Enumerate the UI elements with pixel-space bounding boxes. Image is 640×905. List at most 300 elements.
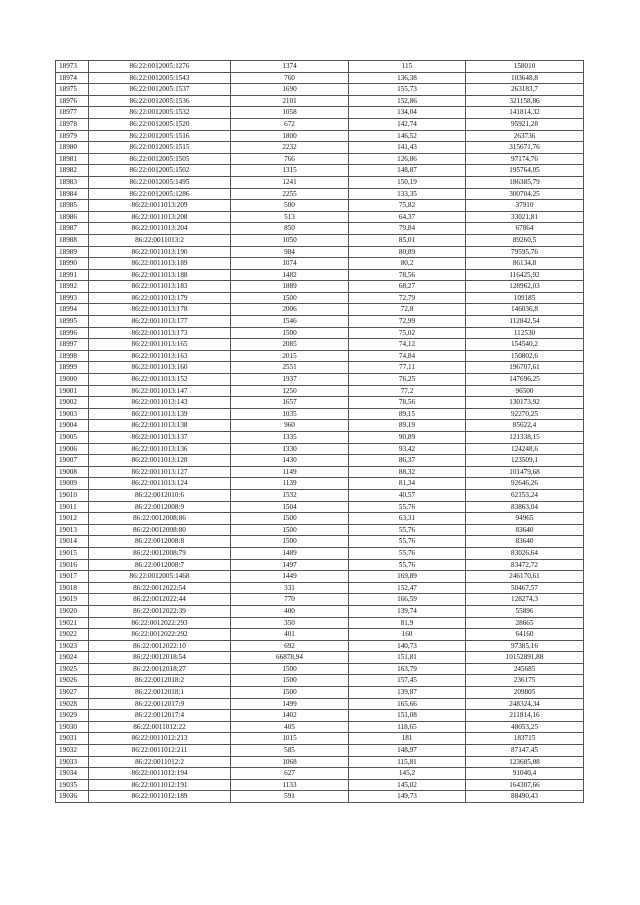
table-row	[56, 571, 584, 583]
cadastral-number-cell: 86:22:0012022:10	[89, 640, 231, 652]
row-number-cell: 19020	[56, 605, 89, 617]
row-number-cell: 19025	[56, 663, 89, 675]
cost-cell: 85622,4	[466, 420, 584, 432]
table-row	[56, 397, 584, 409]
unit-price-cell: 139,74	[349, 605, 466, 617]
unit-price-cell: 155,73	[349, 84, 466, 96]
unit-price-cell: 136,38	[349, 72, 466, 84]
table-row	[56, 524, 584, 536]
row-number-cell: 19029	[56, 710, 89, 722]
unit-price-cell: 126,86	[349, 153, 466, 165]
unit-price-cell: 79,84	[349, 223, 466, 235]
area-cell: 1500	[231, 663, 349, 675]
row-number-cell: 18973	[56, 61, 89, 73]
row-number-cell: 19001	[56, 385, 89, 397]
table-row	[56, 153, 584, 165]
area-cell: 1449	[231, 571, 349, 583]
unit-price-cell: 78,56	[349, 397, 466, 409]
table-row	[56, 582, 584, 594]
unit-price-cell: 55,76	[349, 536, 466, 548]
unit-price-cell: 145,02	[349, 779, 466, 791]
unit-price-cell: 157,45	[349, 675, 466, 687]
row-number-cell: 19008	[56, 466, 89, 478]
cadastral-number-cell: 86:22:0011012:191	[89, 779, 231, 791]
unit-price-cell: 142,74	[349, 118, 466, 130]
unit-price-cell: 40,57	[349, 489, 466, 501]
row-number-cell: 18990	[56, 258, 89, 270]
unit-price-cell: 85,01	[349, 234, 466, 246]
row-number-cell: 18991	[56, 269, 89, 281]
unit-price-cell: 140,73	[349, 640, 466, 652]
table-row	[56, 107, 584, 119]
table-row	[56, 663, 584, 675]
row-number-cell: 18984	[56, 188, 89, 200]
cadastral-number-cell: 86:22:0011013:152	[89, 374, 231, 386]
area-cell: 1500	[231, 513, 349, 525]
table-row	[56, 246, 584, 258]
area-cell: 1068	[231, 756, 349, 768]
table-row	[56, 95, 584, 107]
unit-price-cell: 76,25	[349, 374, 466, 386]
cadastral-number-cell: 86:22:0011013:160	[89, 362, 231, 374]
cost-cell: 86134,8	[466, 258, 584, 270]
cost-cell: 116425,92	[466, 269, 584, 281]
area-cell: 1035	[231, 408, 349, 420]
cost-cell: 62153,24	[466, 489, 584, 501]
unit-price-cell: 55,76	[349, 547, 466, 559]
row-number-cell: 19011	[56, 501, 89, 513]
cost-cell: 186385,79	[466, 176, 584, 188]
table-row	[56, 316, 584, 328]
unit-price-cell: 75,82	[349, 200, 466, 212]
area-cell: 770	[231, 594, 349, 606]
row-number-cell: 18977	[56, 107, 89, 119]
area-cell: 2085	[231, 339, 349, 351]
area-cell: 331	[231, 582, 349, 594]
unit-price-cell: 149,73	[349, 791, 466, 803]
unit-price-cell: 74,84	[349, 350, 466, 362]
row-number-cell: 18978	[56, 118, 89, 130]
cost-cell: 147696,25	[466, 374, 584, 386]
unit-price-cell: 151,81	[349, 652, 466, 664]
cadastral-number-cell: 86:22:0012008:80	[89, 524, 231, 536]
cost-cell: 150802,6	[466, 350, 584, 362]
area-cell: 1499	[231, 698, 349, 710]
unit-price-cell: 181	[349, 733, 466, 745]
area-cell: 2006	[231, 304, 349, 316]
cost-cell: 95921,28	[466, 118, 584, 130]
cost-cell: 83472,72	[466, 559, 584, 571]
table-row	[56, 617, 584, 629]
unit-price-cell: 72,79	[349, 292, 466, 304]
cost-cell: 112842,54	[466, 316, 584, 328]
unit-price-cell: 89,15	[349, 408, 466, 420]
row-number-cell: 19013	[56, 524, 89, 536]
cost-cell: 97385,16	[466, 640, 584, 652]
row-number-cell: 18981	[56, 153, 89, 165]
cadastral-number-cell: 86:22:0012005:1505	[89, 153, 231, 165]
area-cell: 1937	[231, 374, 349, 386]
cost-cell: 79595,76	[466, 246, 584, 258]
row-number-cell: 19012	[56, 513, 89, 525]
cost-cell: 211814,16	[466, 710, 584, 722]
row-number-cell: 19019	[56, 594, 89, 606]
row-number-cell: 19002	[56, 397, 89, 409]
row-number-cell: 18987	[56, 223, 89, 235]
unit-price-cell: 55,76	[349, 524, 466, 536]
table-row	[56, 675, 584, 687]
row-number-cell: 19031	[56, 733, 89, 745]
cost-cell: 103648,8	[466, 72, 584, 84]
cost-cell: 263736	[466, 130, 584, 142]
table-row	[56, 779, 584, 791]
cadastral-number-cell: 86:22:0011012:22	[89, 721, 231, 733]
cost-cell: 130173,92	[466, 397, 584, 409]
cost-cell: 83640	[466, 524, 584, 536]
row-number-cell: 19009	[56, 478, 89, 490]
row-number-cell: 19033	[56, 756, 89, 768]
area-cell: 1074	[231, 258, 349, 270]
area-cell: 1532	[231, 489, 349, 501]
table-row	[56, 733, 584, 745]
table-row	[56, 698, 584, 710]
unit-price-cell: 141,43	[349, 142, 466, 154]
table-row	[56, 176, 584, 188]
cost-cell: 245685	[466, 663, 584, 675]
table-row	[56, 501, 584, 513]
cost-cell: 141814,32	[466, 107, 584, 119]
table-row	[56, 281, 584, 293]
cadastral-number-cell: 86:22:0011013:2	[89, 234, 231, 246]
table-row	[56, 269, 584, 281]
row-number-cell: 18996	[56, 327, 89, 339]
unit-price-cell: 151,08	[349, 710, 466, 722]
unit-price-cell: 148,97	[349, 745, 466, 757]
area-cell: 1800	[231, 130, 349, 142]
row-number-cell: 18998	[56, 350, 89, 362]
cadastral-number-cell: 86:22:0012005:1502	[89, 165, 231, 177]
cost-cell: 236175	[466, 675, 584, 687]
cost-cell: 128962,03	[466, 281, 584, 293]
unit-price-cell: 115	[349, 61, 466, 73]
area-cell: 2015	[231, 350, 349, 362]
cadastral-number-cell: 86:22:0012017:4	[89, 710, 231, 722]
table-row	[56, 385, 584, 397]
area-cell: 672	[231, 118, 349, 130]
table-row	[56, 72, 584, 84]
table-row	[56, 652, 584, 664]
area-cell: 1546	[231, 316, 349, 328]
cost-cell: 94965	[466, 513, 584, 525]
cadastral-number-cell: 86:22:0011013:178	[89, 304, 231, 316]
cadastral-number-cell: 86:22:0011012:194	[89, 768, 231, 780]
table-row	[56, 640, 584, 652]
table-row	[56, 130, 584, 142]
cadastral-number-cell: 86:22:0012008:9	[89, 501, 231, 513]
table-row	[56, 443, 584, 455]
area-cell: 1330	[231, 443, 349, 455]
row-number-cell: 19016	[56, 559, 89, 571]
unit-price-cell: 55,76	[349, 559, 466, 571]
cadastral-number-cell: 86:22:0011013:189	[89, 258, 231, 270]
area-cell: 760	[231, 72, 349, 84]
cost-cell: 164307,66	[466, 779, 584, 791]
area-cell: 1149	[231, 466, 349, 478]
cost-cell: 112530	[466, 327, 584, 339]
table-row	[56, 420, 584, 432]
table-row	[56, 466, 584, 478]
cadastral-number-cell: 86:22:0011013:190	[89, 246, 231, 258]
unit-price-cell: 77,2	[349, 385, 466, 397]
cadastral-number-cell: 86:22:0012018:1	[89, 687, 231, 699]
cost-cell: 37910	[466, 200, 584, 212]
table-row	[56, 258, 584, 270]
row-number-cell: 18997	[56, 339, 89, 351]
row-number-cell: 18976	[56, 95, 89, 107]
cost-cell: 50467,57	[466, 582, 584, 594]
row-number-cell: 19003	[56, 408, 89, 420]
cadastral-number-cell: 86:22:0011013:208	[89, 211, 231, 223]
unit-price-cell: 152,86	[349, 95, 466, 107]
cadastral-number-cell: 86:22:0011013:173	[89, 327, 231, 339]
unit-price-cell: 89,19	[349, 420, 466, 432]
cost-cell: 64160	[466, 629, 584, 641]
cadastral-number-cell: 86:22:0012005:1276	[89, 61, 231, 73]
cadastral-number-cell: 86:22:0012022:44	[89, 594, 231, 606]
cadastral-number-cell: 86:22:0011012:213	[89, 733, 231, 745]
area-cell: 1315	[231, 165, 349, 177]
row-number-cell: 19022	[56, 629, 89, 641]
cadastral-number-cell: 86:22:0011013:165	[89, 339, 231, 351]
cadastral-number-cell: 86:22:0011013:188	[89, 269, 231, 281]
area-cell: 1250	[231, 385, 349, 397]
unit-price-cell: 77,11	[349, 362, 466, 374]
unit-price-cell: 75,02	[349, 327, 466, 339]
unit-price-cell: 80,89	[349, 246, 466, 258]
table-row	[56, 339, 584, 351]
cadastral-number-cell: 86:22:0011012:211	[89, 745, 231, 757]
row-number-cell: 18974	[56, 72, 89, 84]
unit-price-cell: 72,8	[349, 304, 466, 316]
area-cell: 405	[231, 721, 349, 733]
unit-price-cell: 134,04	[349, 107, 466, 119]
area-cell: 513	[231, 211, 349, 223]
area-cell: 1430	[231, 455, 349, 467]
table-row	[56, 350, 584, 362]
cadastral-number-cell: 86:22:0011013:179	[89, 292, 231, 304]
cadastral-number-cell: 86:22:0011012:189	[89, 791, 231, 803]
row-number-cell: 18989	[56, 246, 89, 258]
cost-cell: 195764,05	[466, 165, 584, 177]
table-body	[56, 61, 584, 803]
area-cell: 1335	[231, 432, 349, 444]
cost-cell: 315671,76	[466, 142, 584, 154]
area-cell: 627	[231, 768, 349, 780]
cadastral-number-cell: 86:22:0012005:1286	[89, 188, 231, 200]
unit-price-cell: 160	[349, 629, 466, 641]
area-cell: 1058	[231, 107, 349, 119]
cost-cell: 183715	[466, 733, 584, 745]
row-number-cell: 19015	[56, 547, 89, 559]
table-row	[56, 432, 584, 444]
cadastral-number-cell: 86:22:0012018:54	[89, 652, 231, 664]
cost-cell: 101479,68	[466, 466, 584, 478]
table-row	[56, 165, 584, 177]
row-number-cell: 18975	[56, 84, 89, 96]
cadastral-number-cell: 86:22:0011013:163	[89, 350, 231, 362]
cost-cell: 123509,1	[466, 455, 584, 467]
cost-cell: 124248,6	[466, 443, 584, 455]
cadastral-number-cell: 86:22:0012018:2	[89, 675, 231, 687]
cadastral-number-cell: 86:22:0012010:6	[89, 489, 231, 501]
cadastral-number-cell: 86:22:0012018:27	[89, 663, 231, 675]
area-cell: 2551	[231, 362, 349, 374]
table-row	[56, 142, 584, 154]
cadastral-number-cell: 86:22:0012022:39	[89, 605, 231, 617]
area-cell: 2255	[231, 188, 349, 200]
row-number-cell: 19014	[56, 536, 89, 548]
row-number-cell: 19026	[56, 675, 89, 687]
cost-cell: 48053,25	[466, 721, 584, 733]
area-cell: 350	[231, 617, 349, 629]
cadastral-number-cell: 86:22:0012005:1515	[89, 142, 231, 154]
table-row	[56, 756, 584, 768]
cadastral-number-cell: 86:22:0011013:124	[89, 478, 231, 490]
cost-cell: 97174,76	[466, 153, 584, 165]
unit-price-cell: 64,37	[349, 211, 466, 223]
area-cell: 1133	[231, 779, 349, 791]
unit-price-cell: 68,27	[349, 281, 466, 293]
cadastral-number-cell: 86:22:0012008:86	[89, 513, 231, 525]
cost-cell: 196707,61	[466, 362, 584, 374]
cost-cell: 28665	[466, 617, 584, 629]
area-cell: 766	[231, 153, 349, 165]
area-cell: 960	[231, 420, 349, 432]
area-cell: 2101	[231, 95, 349, 107]
unit-price-cell: 163,79	[349, 663, 466, 675]
area-cell: 591	[231, 791, 349, 803]
unit-price-cell: 78,56	[349, 269, 466, 281]
unit-price-cell: 139,87	[349, 687, 466, 699]
area-cell: 1500	[231, 536, 349, 548]
table-row	[56, 223, 584, 235]
row-number-cell: 18986	[56, 211, 89, 223]
cost-cell: 146036,8	[466, 304, 584, 316]
unit-price-cell: 55,76	[349, 501, 466, 513]
unit-price-cell: 81,34	[349, 478, 466, 490]
table-row	[56, 118, 584, 130]
table-row	[56, 292, 584, 304]
row-number-cell: 18992	[56, 281, 89, 293]
cadastral-number-cell: 86:22:0011013:204	[89, 223, 231, 235]
row-number-cell: 19000	[56, 374, 89, 386]
cost-cell: 321158,86	[466, 95, 584, 107]
row-number-cell: 18979	[56, 130, 89, 142]
area-cell: 1050	[231, 234, 349, 246]
area-cell: 500	[231, 200, 349, 212]
cost-cell: 246170,61	[466, 571, 584, 583]
cost-cell: 158010	[466, 61, 584, 73]
cadastral-number-cell: 86:22:0011012:2	[89, 756, 231, 768]
area-cell: 2232	[231, 142, 349, 154]
cadastral-number-cell: 86:22:0011013:127	[89, 466, 231, 478]
unit-price-cell: 169,89	[349, 571, 466, 583]
cadastral-number-cell: 86:22:0011013:128	[89, 455, 231, 467]
cost-cell: 89260,5	[466, 234, 584, 246]
area-cell: 1500	[231, 524, 349, 536]
table-row	[56, 559, 584, 571]
cadastral-number-cell: 86:22:0012008:7	[89, 559, 231, 571]
table-row	[56, 304, 584, 316]
table-row	[56, 374, 584, 386]
cost-cell: 10152891,88	[466, 652, 584, 664]
area-cell: 1889	[231, 281, 349, 293]
unit-price-cell: 80,2	[349, 258, 466, 270]
table-row	[56, 211, 584, 223]
cadastral-number-cell: 86:22:0012005:1536	[89, 95, 231, 107]
cost-cell: 88490,43	[466, 791, 584, 803]
table-row	[56, 61, 584, 73]
row-number-cell: 19007	[56, 455, 89, 467]
cost-cell: 92270,25	[466, 408, 584, 420]
table-row	[56, 513, 584, 525]
cost-cell: 209805	[466, 687, 584, 699]
unit-price-cell: 81,9	[349, 617, 466, 629]
area-cell: 1500	[231, 675, 349, 687]
cadastral-number-cell: 86:22:0012008:8	[89, 536, 231, 548]
area-cell: 692	[231, 640, 349, 652]
cadastral-number-cell: 86:22:0012005:1468	[89, 571, 231, 583]
table-row	[56, 687, 584, 699]
cost-cell: 248324,34	[466, 698, 584, 710]
table-row	[56, 536, 584, 548]
cadastral-number-cell: 86:22:0012022:54	[89, 582, 231, 594]
cadastral-number-cell: 86:22:0012005:1516	[89, 130, 231, 142]
data-table	[55, 60, 584, 803]
table-row	[56, 791, 584, 803]
row-number-cell: 19010	[56, 489, 89, 501]
cadastral-number-cell: 86:22:0012022:293	[89, 617, 231, 629]
cadastral-number-cell: 86:22:0012005:1537	[89, 84, 231, 96]
area-cell: 1015	[231, 733, 349, 745]
cadastral-number-cell: 86:22:0012008:79	[89, 547, 231, 559]
cost-cell: 55896	[466, 605, 584, 617]
row-number-cell: 19028	[56, 698, 89, 710]
row-number-cell: 19005	[56, 432, 89, 444]
cadastral-number-cell: 86:22:0011013:139	[89, 408, 231, 420]
unit-price-cell: 118,65	[349, 721, 466, 733]
table-row	[56, 721, 584, 733]
cadastral-number-cell: 86:22:0011013:147	[89, 385, 231, 397]
row-number-cell: 19036	[56, 791, 89, 803]
cadastral-number-cell: 86:22:0012022:292	[89, 629, 231, 641]
cost-cell: 109185	[466, 292, 584, 304]
row-number-cell: 19018	[56, 582, 89, 594]
row-number-cell: 19004	[56, 420, 89, 432]
unit-price-cell: 88,32	[349, 466, 466, 478]
row-number-cell: 19006	[56, 443, 89, 455]
unit-price-cell: 166,59	[349, 594, 466, 606]
row-number-cell: 19034	[56, 768, 89, 780]
table-row	[56, 605, 584, 617]
area-cell: 850	[231, 223, 349, 235]
area-cell: 66878,94	[231, 652, 349, 664]
row-number-cell: 18988	[56, 234, 89, 246]
table-row	[56, 234, 584, 246]
area-cell: 984	[231, 246, 349, 258]
area-cell: 1690	[231, 84, 349, 96]
cost-cell: 300704,25	[466, 188, 584, 200]
